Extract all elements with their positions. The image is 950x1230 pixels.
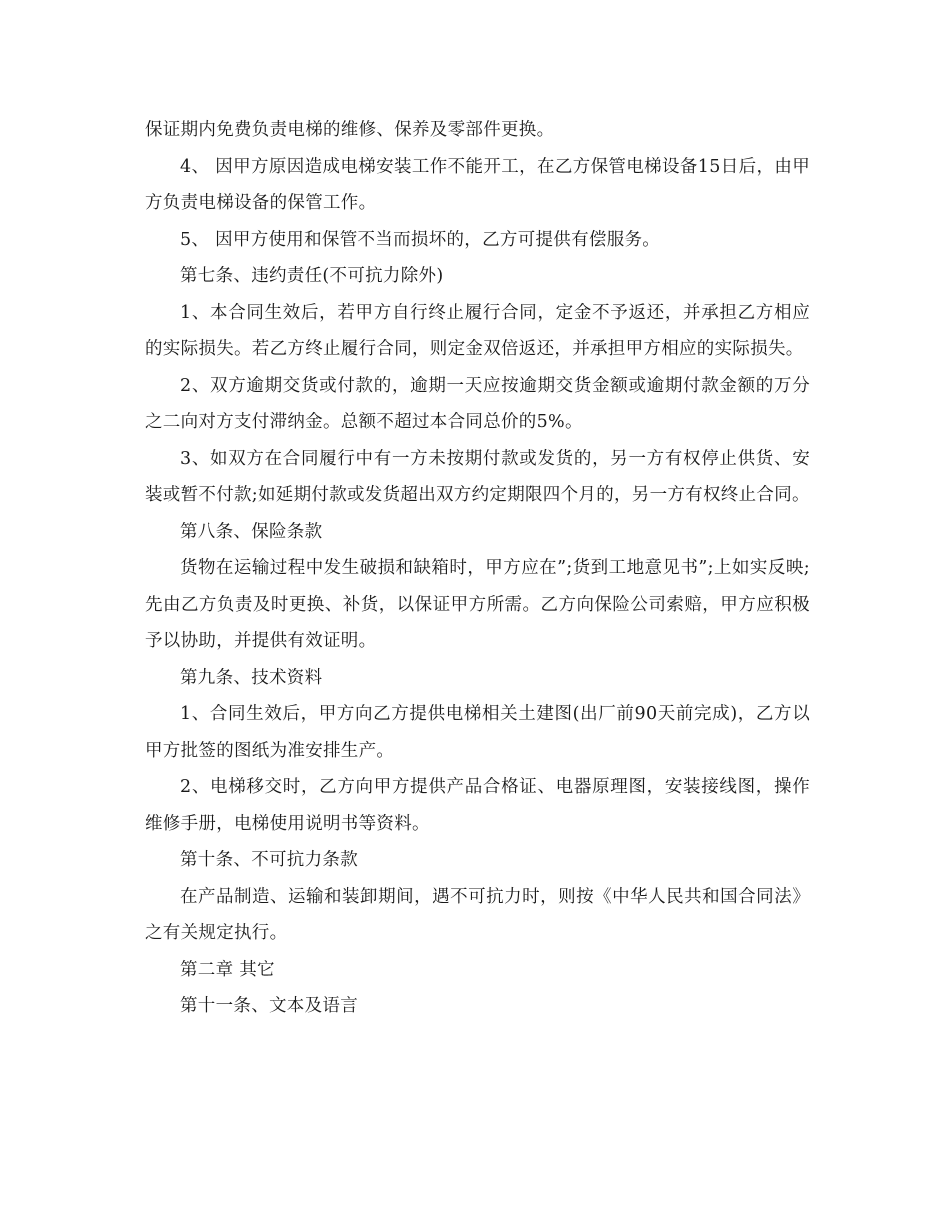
paragraph-warranty-continuation: 保证期内免费负责电梯的维修、保养及零部件更换。 — [145, 120, 555, 140]
paragraph-article-8-body: 货物在运输过程中发生破损和缺箱时，甲方应在”;货到工地意见书”;上如实反映;先由乙方负责及时更换、补货，以保证甲方所需。乙方向保险公司索赔，甲方应积极予以协助，并提供有效证明。 — [145, 558, 810, 651]
paragraph-article-10-body: 在产品制造、运输和装卸期间，遇不可抗力时，则按《中华人民共和国合同法》之有关规定执行。 — [145, 886, 810, 943]
paragraph-article-9-item-1: 1、合同生效后，甲方向乙方提供电梯相关土建图(出厂前90天前完成)，乙方以甲方批签的图纸为准安排生产。 — [145, 704, 810, 761]
paragraph-article-7-item-3: 3、如双方在合同履行中有一方未按期付款或发货的，另一方有权停止供货、安装或暂不付款;如延期付款或发货超出双方约定期限四个月的，另一方有权终止合同。 — [145, 448, 810, 505]
heading-article-9: 第九条、技术资料 — [180, 667, 323, 688]
heading-article-7: 第七条、违约责任(不可抗力除外) — [180, 266, 444, 286]
heading-chapter-2: 第二章 其它 — [180, 959, 275, 980]
heading-article-10: 第十条、不可抗力条款 — [180, 850, 358, 870]
document-body — [145, 112, 810, 1025]
heading-article-8: 第八条、保险条款 — [180, 521, 323, 542]
paragraph-article-9-item-2: 2、电梯移交时，乙方向甲方提供产品合格证、电器原理图，安装接线图，操作维修手册，电梯使用说明书等资料。 — [145, 777, 810, 834]
paragraph-clause-4: 4、 因甲方原因造成电梯安装工作不能开工，在乙方保管电梯设备15日后，由甲方负责电梯设备的保管工作。 — [145, 156, 810, 213]
paragraph-article-7-item-2: 2、双方逾期交货或付款的，逾期一天应按逾期交货金额或逾期付款金额的万分之二向对方支付滞纳金。总额不超过本合同总价的5%。 — [145, 375, 810, 432]
paragraph-article-7-item-1: 1、本合同生效后，若甲方自行终止履行合同，定金不予返还，并承担乙方相应的实际损失。若乙方终止履行合同，则定金双倍返还，并承担甲方相应的实际损失。 — [145, 302, 810, 359]
paragraph-clause-5: 5、 因甲方使用和保管不当而损坏的，乙方可提供有偿服务。 — [180, 229, 661, 250]
heading-article-11: 第十一条、文本及语言 — [180, 996, 358, 1016]
